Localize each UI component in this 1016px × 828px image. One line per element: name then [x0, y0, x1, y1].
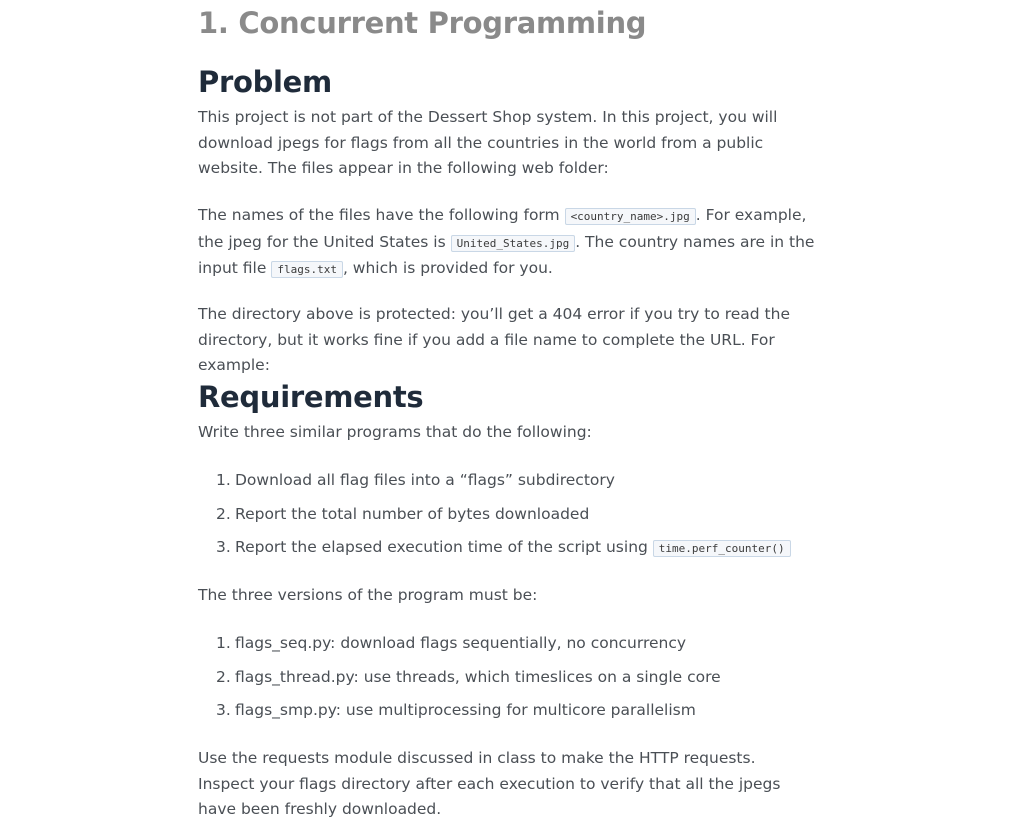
problem-paragraph-3: The directory above is protected: you’ll get a 404 error if you try to read the directory, but it works fine if you add a file name to complete the URL. For example: [198, 305, 790, 374]
closing-line-2: Inspect your flags directory after each execution to verify that all the jpegs have been freshly downloaded. [198, 774, 781, 818]
page-title: 1. Concurrent Programming [198, 6, 647, 40]
perf-counter-code: time.perf_counter() [653, 540, 791, 557]
problem-paragraph-2 [198, 203, 818, 283]
requirements-intro: Write three similar programs that do the following: [198, 423, 592, 441]
flags-txt-code: flags.txt [271, 261, 343, 278]
problem-heading: Problem [198, 65, 332, 99]
p2-text-c: . The country names are in the input file [198, 232, 815, 277]
list-item: 1. flags_seq.py: download flags sequentially, no concurrency [216, 634, 687, 652]
list-item: 3. flags_smp.py: use multiprocessing for multicore parallelism [216, 701, 696, 719]
list-item: 2. flags_thread.py: use threads, which timeslices on a single core [216, 667, 721, 686]
united-states-code: United_States.jpg [451, 235, 576, 252]
closing-line-1: Use the requests module discussed in class to make the HTTP requests. [198, 749, 756, 767]
list-item: 3. Report the elapsed execution time of the script using time.perf_counter() [198, 535, 791, 569]
list-item: 1. Download all flag files into a “flags” subdirectory [216, 471, 615, 489]
p2-text-d: , which is provided for you. [342, 259, 553, 277]
requirements-list [198, 468, 791, 569]
p2-text-a: The names of the files have the following form [198, 206, 565, 224]
versions-intro: The three versions of the program must be: [198, 586, 538, 604]
problem-paragraph-1: This project is not part of the Dessert Shop system. In this project, you will download jpegs for flags from all the countries in the world from a public website. The files appear in the following web folder: [198, 108, 778, 177]
p2-text-b: . For example, the jpeg for the United States is [198, 206, 807, 251]
country-name-code: <country_name>.jpg [565, 208, 696, 225]
closing-paragraph [198, 746, 798, 823]
requirements-heading: Requirements [198, 380, 424, 414]
list-item: 2. Report the total number of bytes downloaded [216, 504, 590, 523]
versions-list [198, 631, 721, 732]
